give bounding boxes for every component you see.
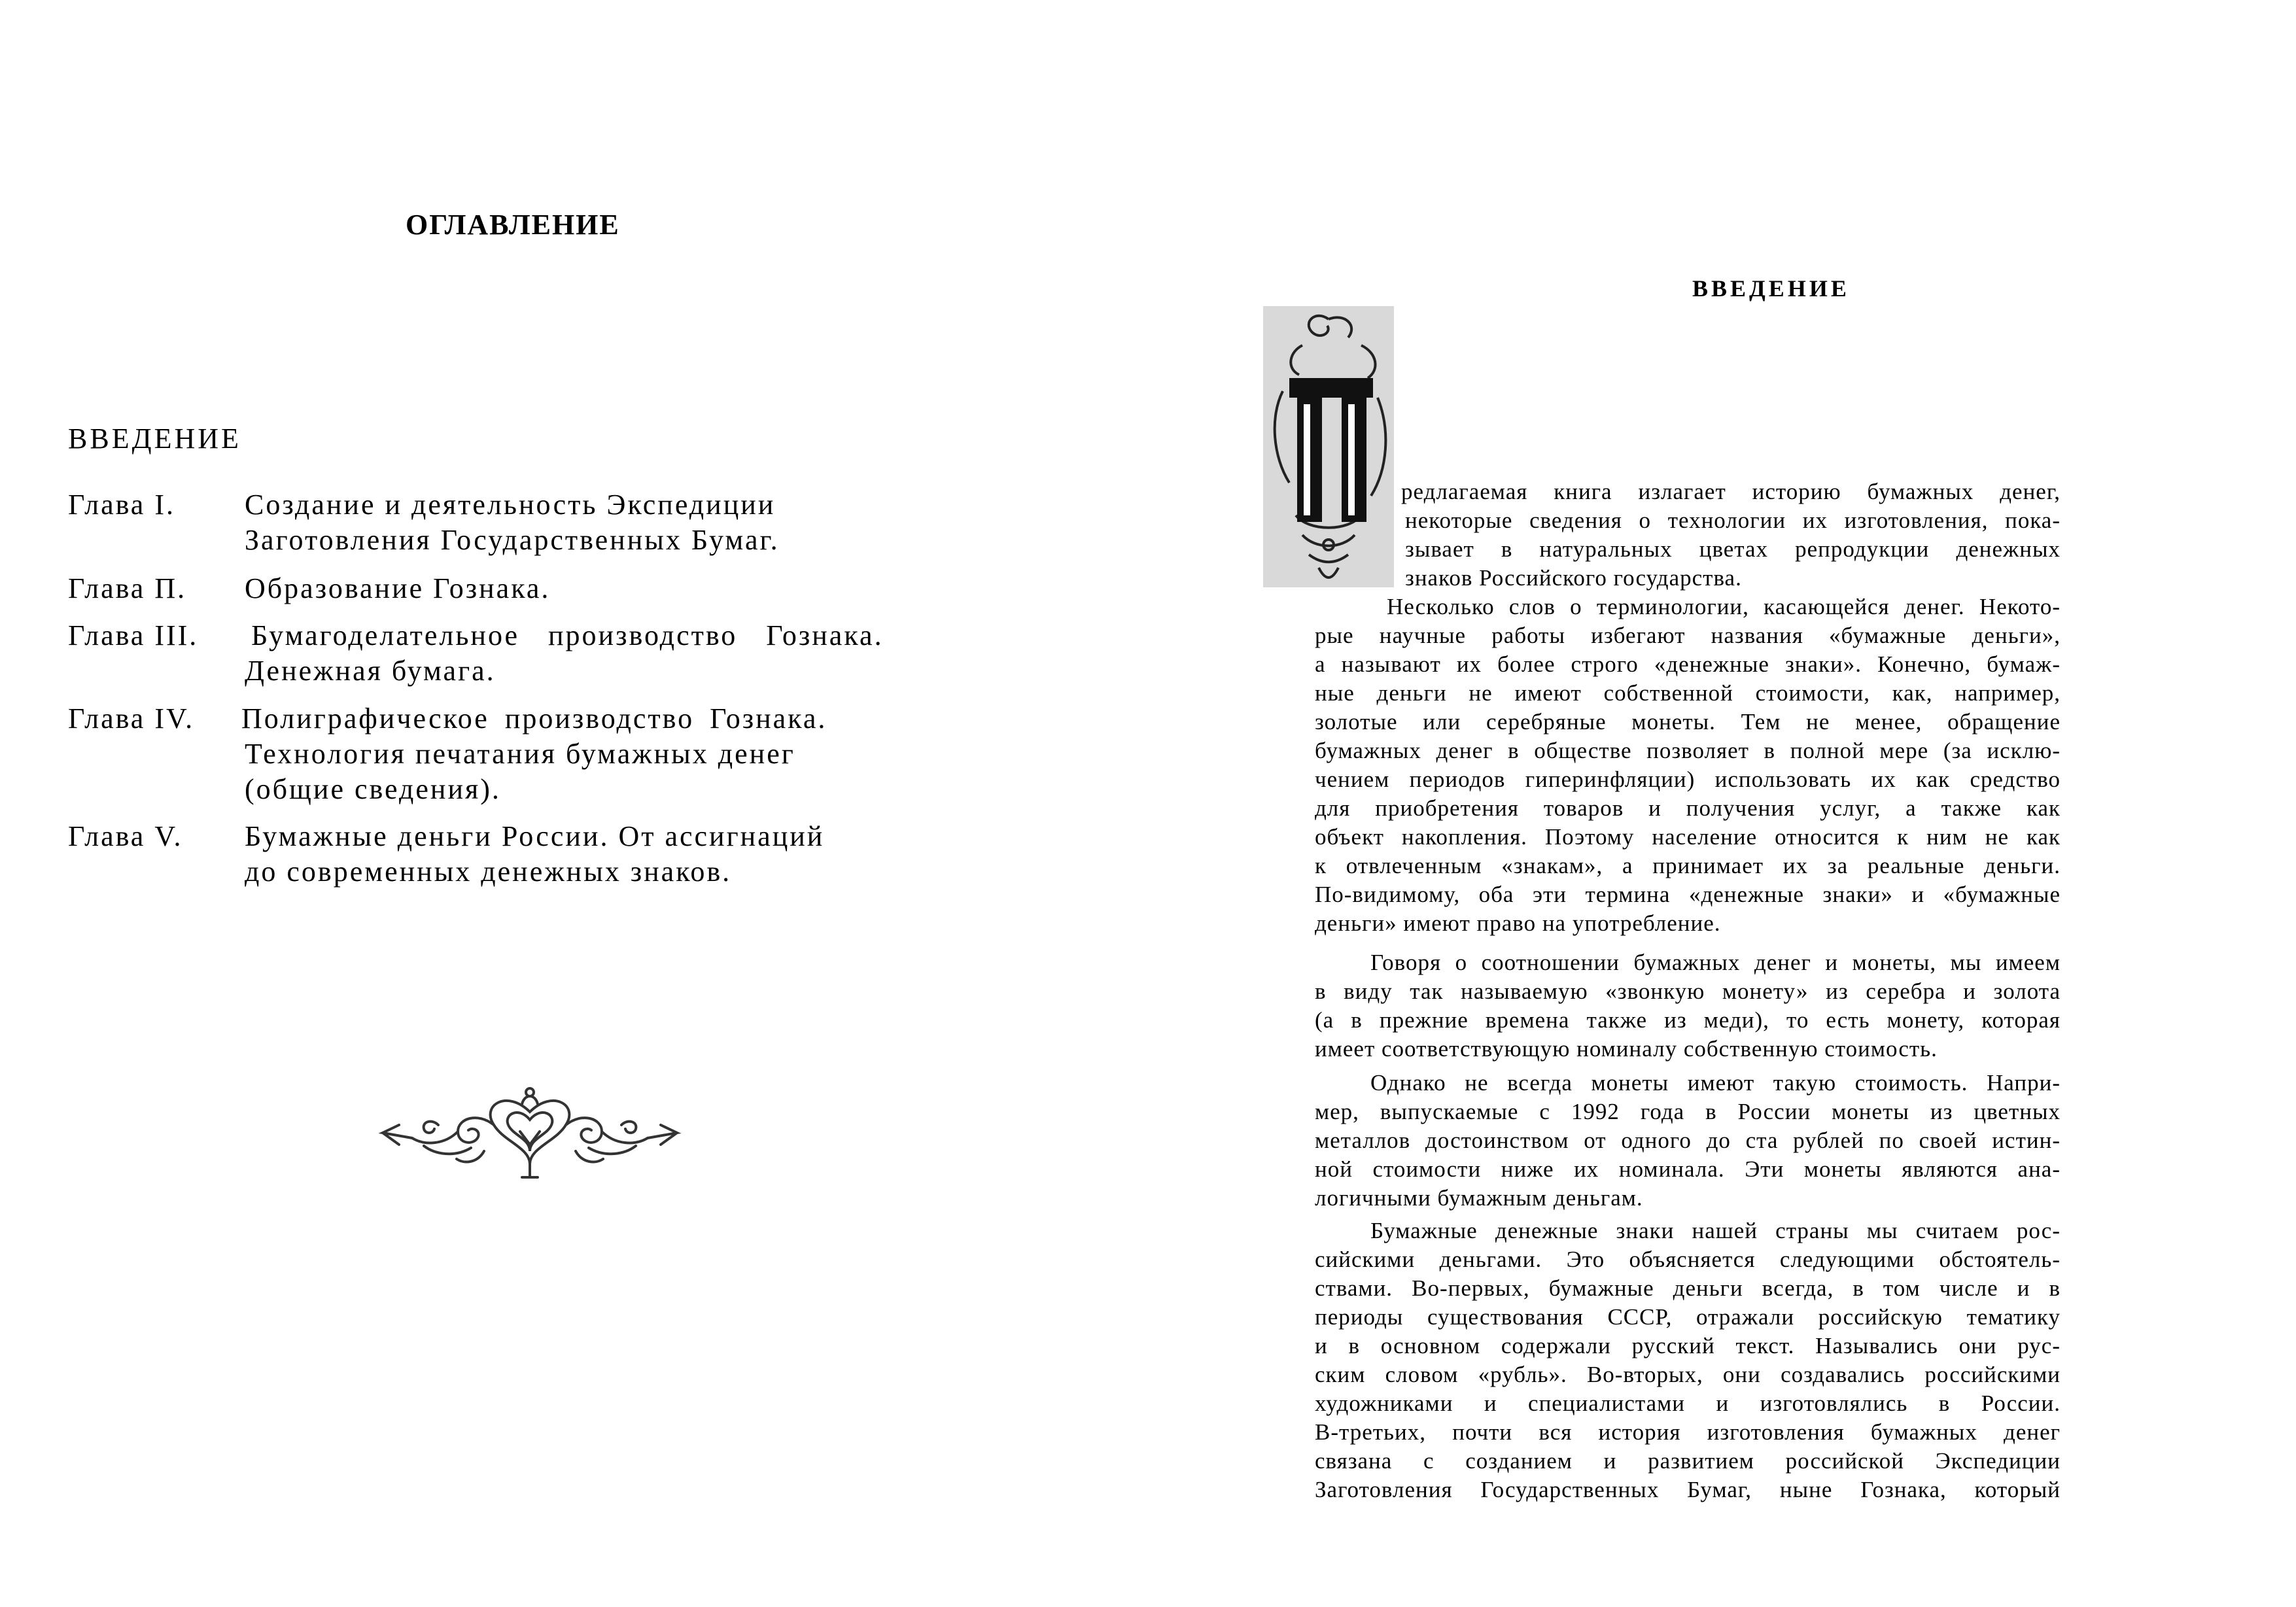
text-line: Однако не всегда монеты имеют такую стоимость. Напри- bbox=[1370, 1070, 2061, 1096]
text-line: периоды существования СССР, отражали российскую тематику bbox=[1315, 1304, 2061, 1330]
intro-heading: ВВЕДЕНИЕ bbox=[1692, 275, 1850, 302]
toc-chapter-label: Глава П. bbox=[68, 572, 187, 604]
ornament-vignette bbox=[373, 1086, 687, 1184]
text-line: мер, выпускаемые с 1992 года в России монеты из цветных bbox=[1315, 1099, 2061, 1124]
dropcap-ornament bbox=[1263, 306, 1394, 587]
toc-chapter-title-line: Полиграфическое производство Гознака. bbox=[241, 702, 827, 734]
text-line: для приобретения товаров и получения услуг, а также как bbox=[1315, 795, 2061, 821]
text-line: сийскими деньгами. Это объясняется следующими обстоятель- bbox=[1315, 1247, 2061, 1272]
text-line: В-третьих, почти вся история изготовления бумажных денег bbox=[1315, 1419, 2061, 1445]
text-line: (а в прежние времена также из меди), то есть монету, которая bbox=[1315, 1007, 2061, 1033]
text-line: художниками и специалистами и изготовлялись в России. bbox=[1315, 1391, 2061, 1416]
toc-chapter-title-line: (общие сведения). bbox=[245, 773, 501, 805]
text-line: и в основном содержали русский текст. Назывались они рус- bbox=[1315, 1333, 2061, 1358]
toc-chapter-title-line: Создание и деятельность Экспедиции bbox=[245, 489, 776, 521]
text-line: По-видимому, оба эти термина «денежные знаки» и «бумажные bbox=[1315, 882, 2061, 907]
text-line: Несколько слов о терминологии, касающейся денег. Некото- bbox=[1387, 594, 2061, 619]
text-line: логичными бумажным деньгам. bbox=[1315, 1185, 1643, 1211]
toc-chapter-title-line: Заготовления Государственных Бумаг. bbox=[245, 524, 780, 556]
text-line: зывает в натуральных цветах репродукции денежных bbox=[1405, 536, 2061, 562]
text-line: связана с созданием и развитием российской Экспедиции bbox=[1315, 1448, 2061, 1474]
text-line: чением периодов гиперинфляции) использовать их как средство bbox=[1315, 767, 2061, 792]
right-page bbox=[1148, 0, 2296, 1607]
text-line: золотые или серебряные монеты. Тем не менее, обращение bbox=[1315, 709, 2061, 734]
text-line: объект накопления. Поэтому население относится к ним не как bbox=[1315, 824, 2061, 850]
text-line: ные деньги не имеют собственной стоимости, как, например, bbox=[1315, 680, 2061, 706]
text-line: рые научные работы избегают названия «бумажные деньги», bbox=[1315, 623, 2061, 648]
text-line: Говоря о соотношении бумажных денег и монеты, мы имеем bbox=[1370, 950, 2061, 975]
toc-chapter-title-line: Бумагоделательное производство Гознака. bbox=[251, 619, 884, 651]
toc-heading: ОГЛАВЛЕНИЕ bbox=[406, 209, 620, 241]
text-line: редлагаемая книга излагает историю бумажных денег, bbox=[1401, 479, 2061, 504]
toc-chapter-title-line: Технология печатания бумажных денег bbox=[245, 738, 795, 770]
text-line: а называют их более строго «денежные знаки». Конечно, бумаж- bbox=[1315, 651, 2061, 677]
toc-chapter-label: Глава IV. bbox=[68, 702, 195, 734]
text-line: ским словом «рубль». Во-вторых, они создавались российскими bbox=[1315, 1362, 2061, 1387]
toc-chapter-label: Глава III. bbox=[68, 619, 199, 651]
text-line: к отвлеченным «знакам», а принимает их за реальные деньги. bbox=[1315, 853, 2061, 878]
text-line: ной стоимости ниже их номинала. Эти монеты являются ана- bbox=[1315, 1156, 2061, 1182]
toc-chapter-label: Глава I. bbox=[68, 489, 175, 521]
toc-chapter-title-line: до современных денежных знаков. bbox=[245, 855, 732, 888]
text-line: имеет соответствующую номиналу собственную стоимость. bbox=[1315, 1036, 1938, 1062]
text-line: Заготовления Государственных Бумаг, ныне Гознака, который bbox=[1315, 1477, 2061, 1502]
text-line: в виду так называемую «звонкую монету» из серебра и золота bbox=[1315, 978, 2061, 1004]
text-line: деньги» имеют право на употребление. bbox=[1315, 910, 1721, 936]
text-line: Бумажные денежные знаки нашей страны мы считаем рос- bbox=[1370, 1218, 2061, 1243]
text-line: некоторые сведения о технологии их изготовления, пока- bbox=[1405, 508, 2061, 533]
text-line: ствами. Во-первых, бумажные деньги всегда, в том числе и в bbox=[1315, 1275, 2061, 1301]
toc-intro-entry: ВВЕДЕНИЕ bbox=[68, 423, 241, 455]
toc-chapter-label: Глава V. bbox=[68, 820, 183, 852]
toc-chapter-title-line: Бумажные деньги России. От ассигнаций bbox=[245, 820, 825, 852]
text-line: бумажных денег в обществе позволяет в полной мере (за исклю- bbox=[1315, 738, 2061, 763]
text-line: знаков Российского государства. bbox=[1405, 565, 1742, 591]
text-line: металлов достоинством от одного до ста рублей по своей истин- bbox=[1315, 1128, 2061, 1153]
toc-chapter-title-line: Денежная бумага. bbox=[245, 655, 496, 687]
toc-chapter-title-line: Образование Гознака. bbox=[245, 572, 551, 604]
